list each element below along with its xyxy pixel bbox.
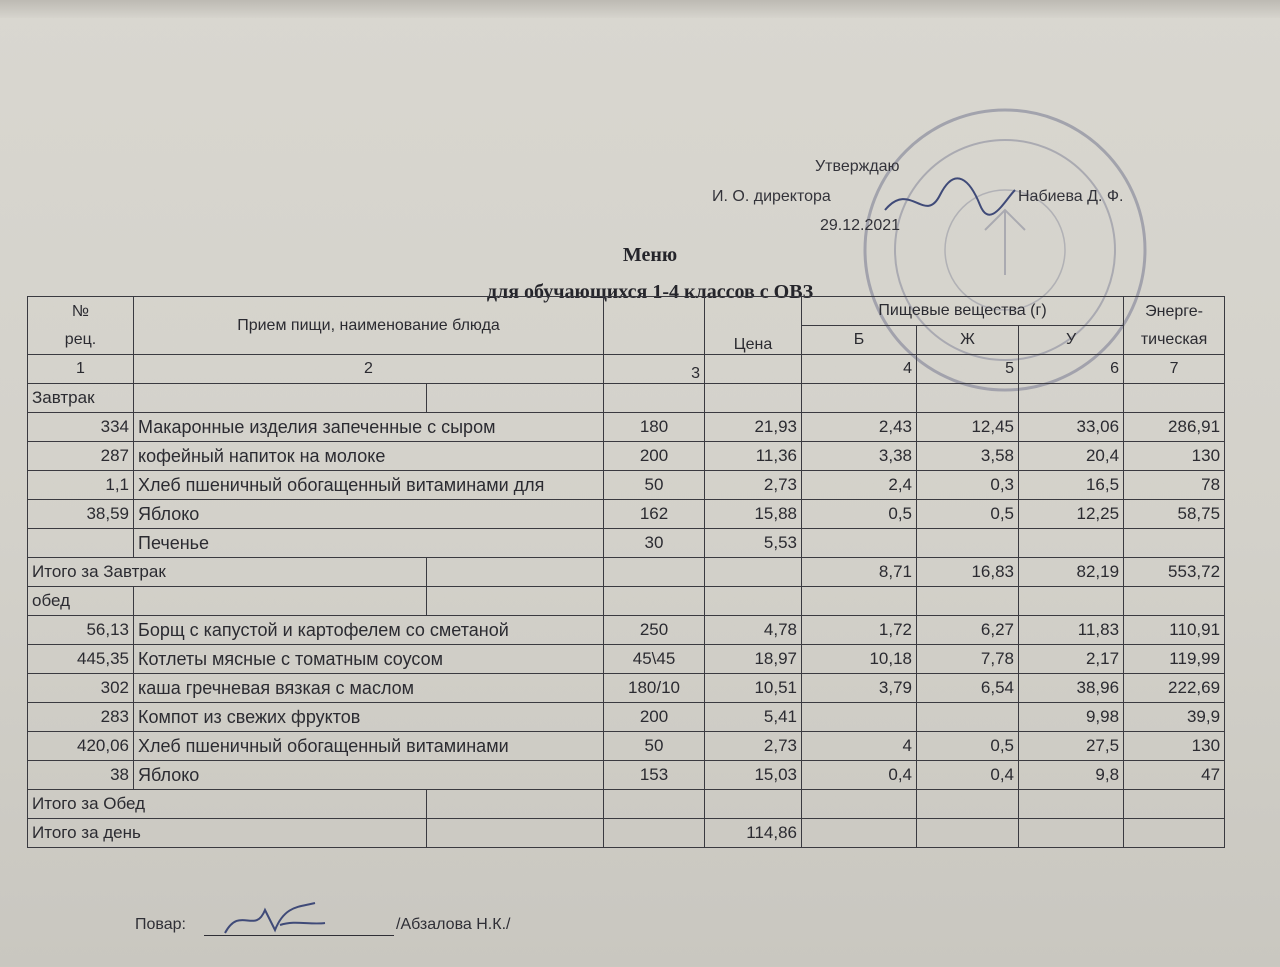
breakfast-zh: 12,45: [917, 413, 1019, 442]
lunch-u: 2,17: [1019, 645, 1124, 674]
lunch-name: Котлеты мясные с томатным соусом: [134, 645, 604, 674]
breakfast-u: 16,5: [1019, 471, 1124, 500]
protein-header: Б: [802, 326, 917, 355]
cook-label: Повар:: [135, 916, 186, 933]
breakfast-section-row: [28, 384, 1225, 413]
breakfast-total-label: Итого за Завтрак: [28, 558, 427, 587]
column-numbers-row: [28, 355, 1225, 384]
day-total-label: Итого за день: [28, 819, 427, 848]
lunch-row: [28, 703, 1225, 732]
breakfast-u: [1019, 529, 1124, 558]
breakfast-u: 33,06: [1019, 413, 1124, 442]
weight-header: [604, 297, 705, 355]
lunch-rec: 420,06: [28, 732, 134, 761]
cook-name: /Абзалова Н.К./: [396, 916, 511, 933]
breakfast-zh: [917, 529, 1019, 558]
lunch-name: каша гречневая вязкая с маслом: [134, 674, 604, 703]
lunch-zh: 6,54: [917, 674, 1019, 703]
lunch-energy: 119,99: [1124, 645, 1225, 674]
day-total-row: [28, 819, 1225, 848]
breakfast-row: [28, 500, 1225, 529]
lunch-name: Яблоко: [134, 761, 604, 790]
breakfast-weight: 30: [604, 529, 705, 558]
breakfast-b: 0,5: [802, 500, 917, 529]
lunch-zh: 7,78: [917, 645, 1019, 674]
lunch-rec: 38: [28, 761, 134, 790]
breakfast-energy: 78: [1124, 471, 1225, 500]
breakfast-row: [28, 442, 1225, 471]
breakfast-b: 2,4: [802, 471, 917, 500]
lunch-zh: 0,5: [917, 732, 1019, 761]
paper-top-edge: [0, 0, 1280, 18]
breakfast-row: [28, 413, 1225, 442]
lunch-energy: 222,69: [1124, 674, 1225, 703]
breakfast-price: 2,73: [705, 471, 802, 500]
colnum-empty: [705, 355, 802, 384]
breakfast-total-row: [28, 558, 1225, 587]
lunch-b: [802, 703, 917, 732]
colnum-7: 7: [1124, 355, 1225, 384]
approval-date: 29.12.2021: [820, 217, 901, 234]
breakfast-total-u: 82,19: [1019, 558, 1124, 587]
colnum-5: 5: [917, 355, 1019, 384]
fat-header: Ж: [917, 326, 1019, 355]
breakfast-weight: 50: [604, 471, 705, 500]
breakfast-rec: 1,1: [28, 471, 134, 500]
breakfast-rows: [28, 413, 1225, 558]
breakfast-rec: 287: [28, 442, 134, 471]
lunch-name: Борщ с капустой и картофелем со сметаной: [134, 616, 604, 645]
lunch-section-row: [28, 587, 1225, 616]
lunch-price: 2,73: [705, 732, 802, 761]
menu-table: [27, 296, 1225, 848]
lunch-b: 3,79: [802, 674, 917, 703]
energy-header: Энерге- тическая: [1124, 297, 1225, 355]
breakfast-rec: 38,59: [28, 500, 134, 529]
breakfast-energy: 286,91: [1124, 413, 1225, 442]
breakfast-label: Завтрак: [28, 384, 134, 413]
lunch-u: 9,98: [1019, 703, 1124, 732]
breakfast-b: [802, 529, 917, 558]
colnum-6: 6: [1019, 355, 1124, 384]
lunch-b: 4: [802, 732, 917, 761]
lunch-price: 5,41: [705, 703, 802, 732]
breakfast-rec: [28, 529, 134, 558]
breakfast-price: 5,53: [705, 529, 802, 558]
breakfast-total-energy: 553,72: [1124, 558, 1225, 587]
lunch-row: [28, 616, 1225, 645]
lunch-u: 27,5: [1019, 732, 1124, 761]
breakfast-name: Печенье: [134, 529, 604, 558]
lunch-price: 10,51: [705, 674, 802, 703]
breakfast-total-b: 8,71: [802, 558, 917, 587]
lunch-weight: 250: [604, 616, 705, 645]
lunch-u: 11,83: [1019, 616, 1124, 645]
lunch-zh: [917, 703, 1019, 732]
lunch-weight: 50: [604, 732, 705, 761]
lunch-label: обед: [28, 587, 134, 616]
lunch-name: Хлеб пшеничный обогащенный витаминами: [134, 732, 604, 761]
meal-name-header: Прием пищи, наименование блюда: [134, 297, 604, 355]
lunch-rows: [28, 616, 1225, 790]
director-signature: [880, 170, 1020, 230]
breakfast-u: 12,25: [1019, 500, 1124, 529]
header-row-1: [28, 297, 1225, 326]
lunch-energy: 130: [1124, 732, 1225, 761]
lunch-u: 9,8: [1019, 761, 1124, 790]
breakfast-u: 20,4: [1019, 442, 1124, 471]
lunch-b: 0,4: [802, 761, 917, 790]
lunch-energy: 110,91: [1124, 616, 1225, 645]
colnum-3: 3: [604, 355, 705, 384]
lunch-price: 15,03: [705, 761, 802, 790]
breakfast-energy: 58,75: [1124, 500, 1225, 529]
document-subtitle: для обучающихся 1-4 классов с ОВЗ: [486, 281, 814, 303]
breakfast-energy: [1124, 529, 1225, 558]
colnum-2: 2: [134, 355, 604, 384]
breakfast-zh: 3,58: [917, 442, 1019, 471]
lunch-row: [28, 645, 1225, 674]
lunch-zh: 0,4: [917, 761, 1019, 790]
lunch-row: [28, 674, 1225, 703]
lunch-b: 1,72: [802, 616, 917, 645]
lunch-total-label: Итого за Обед: [28, 790, 427, 819]
lunch-price: 18,97: [705, 645, 802, 674]
breakfast-name: Хлеб пшеничный обогащенный витаминами для: [134, 471, 604, 500]
breakfast-zh: 0,3: [917, 471, 1019, 500]
lunch-weight: 180/10: [604, 674, 705, 703]
lunch-row: [28, 761, 1225, 790]
breakfast-price: 21,93: [705, 413, 802, 442]
lunch-weight: 45\45: [604, 645, 705, 674]
breakfast-weight: 200: [604, 442, 705, 471]
lunch-name: Компот из свежих фруктов: [134, 703, 604, 732]
lunch-b: 10,18: [802, 645, 917, 674]
approval-name: Набиева Д. Ф.: [1018, 188, 1124, 205]
document-title: Меню: [622, 244, 678, 266]
lunch-energy: 47: [1124, 761, 1225, 790]
colnum-4: 4: [802, 355, 917, 384]
breakfast-total-zh: 16,83: [917, 558, 1019, 587]
breakfast-weight: 162: [604, 500, 705, 529]
lunch-zh: 6,27: [917, 616, 1019, 645]
breakfast-zh: 0,5: [917, 500, 1019, 529]
lunch-rec: 302: [28, 674, 134, 703]
price-header: Цена: [705, 297, 802, 355]
carbs-header: У: [1019, 326, 1124, 355]
lunch-price: 4,78: [705, 616, 802, 645]
breakfast-price: 11,36: [705, 442, 802, 471]
breakfast-b: 3,38: [802, 442, 917, 471]
breakfast-row: [28, 529, 1225, 558]
lunch-total-row: [28, 790, 1225, 819]
breakfast-row: [28, 471, 1225, 500]
approval-title: Утверждаю: [815, 158, 900, 175]
breakfast-energy: 130: [1124, 442, 1225, 471]
cook-signature: [220, 895, 330, 940]
breakfast-name: кофейный напиток на молоке: [134, 442, 604, 471]
rec-number-header: № рец.: [28, 297, 134, 355]
lunch-rec: 445,35: [28, 645, 134, 674]
lunch-rec: 283: [28, 703, 134, 732]
breakfast-price: 15,88: [705, 500, 802, 529]
colnum-1: 1: [28, 355, 134, 384]
lunch-weight: 153: [604, 761, 705, 790]
breakfast-name: Макаронные изделия запеченные с сыром: [134, 413, 604, 442]
day-total-price: 114,86: [705, 819, 802, 848]
lunch-u: 38,96: [1019, 674, 1124, 703]
breakfast-rec: 334: [28, 413, 134, 442]
lunch-rec: 56,13: [28, 616, 134, 645]
breakfast-name: Яблоко: [134, 500, 604, 529]
breakfast-b: 2,43: [802, 413, 917, 442]
breakfast-weight: 180: [604, 413, 705, 442]
lunch-weight: 200: [604, 703, 705, 732]
lunch-row: [28, 732, 1225, 761]
approval-position: И. О. директора: [712, 188, 831, 205]
lunch-energy: 39,9: [1124, 703, 1225, 732]
nutrients-header: Пищевые вещества (г): [802, 297, 1124, 326]
